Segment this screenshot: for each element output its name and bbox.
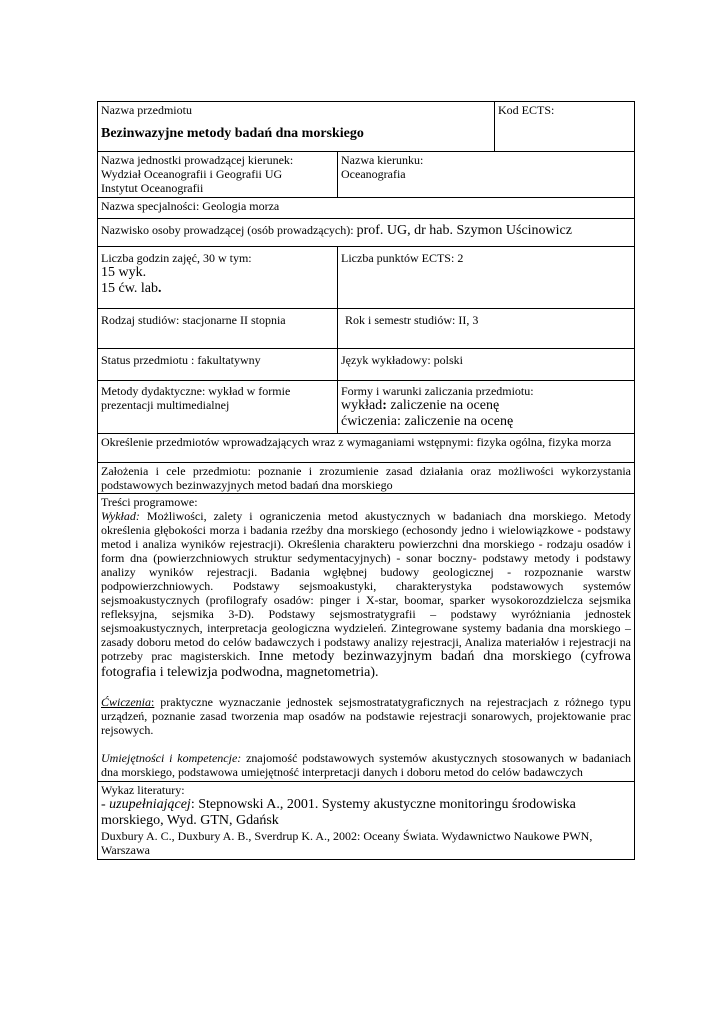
- program-exercises-text: praktyczne wyznaczanie jednostek sejsmostratatygraficznych na rejestracjach z różnego typu urządzeń, poznanie zasad tworzenia map osadów na podstawie rejestracji sonarowych, projektowanie prac rejsowych.: [101, 695, 631, 737]
- lecturer-cell: [98, 219, 635, 247]
- program-lecture: [101, 509, 631, 681]
- assessment-lecture: [341, 398, 631, 414]
- row-lecturer: [98, 219, 635, 247]
- hours-cell: [98, 247, 338, 309]
- literature-supplementary: [101, 797, 631, 829]
- status-cell: Status przedmiotu : fakultatywny: [98, 349, 338, 381]
- subject-cell: [98, 102, 495, 152]
- row-methods: [98, 381, 635, 434]
- row-prerequisites: [98, 434, 635, 463]
- spacer: [101, 681, 631, 695]
- assessment-label: Formy i warunki zaliczania przedmiotu:: [341, 384, 534, 398]
- course-syllabus: [97, 101, 634, 860]
- program-exercises: [101, 695, 631, 737]
- row-goals: [98, 463, 635, 494]
- ects-code-cell: [495, 102, 635, 152]
- literature-supp-prefix: -: [101, 797, 110, 812]
- row-program: [98, 494, 635, 782]
- hours-lectures: 15 wyk.: [101, 265, 147, 280]
- spacer: [101, 737, 631, 751]
- hours-labs-dot: .: [158, 281, 162, 296]
- row-literature: [98, 782, 635, 860]
- unit-cell: [98, 152, 338, 198]
- syllabus-table: [97, 101, 635, 860]
- unit-faculty: Wydział Oceanografii i Geografii UG: [101, 167, 283, 181]
- literature-supp-text: : Stepnowski A., 2001. Systemy akustyczne monitoringu środowiska morskiego, Wyd. GTN, Gdańsk: [101, 797, 576, 828]
- hours-labs: [101, 281, 334, 297]
- specialization-cell: Nazwa specjalności: Geologia morza: [98, 198, 635, 219]
- program-skills: [101, 751, 631, 779]
- program-exercises-label: Ćwiczenia: [101, 695, 151, 709]
- hours-label: Liczba godzin zajęć, 30 w tym:: [101, 251, 252, 265]
- row-subject: [98, 102, 635, 152]
- ects-code-label: Kod ECTS:: [498, 103, 555, 117]
- program-lecture-other: Inne metody bezinwazyjnym badań dna morskiego (cyfrowa fotografia i telewizja podwodna, magnetometria).: [101, 649, 631, 680]
- unit-institute: Instytut Oceanografii: [101, 181, 204, 195]
- field-cell: [338, 152, 635, 198]
- row-status: [98, 349, 635, 381]
- row-specialization: [98, 198, 635, 219]
- lecturer-label: Nazwisko osoby prowadzącej (osób prowadzących):: [101, 223, 357, 237]
- row-hours: [98, 247, 635, 309]
- literature-supp-label: uzupełniającej: [109, 797, 191, 812]
- prerequisites-cell: Określenie przedmiotów wprowadzających wraz z wymaganiami wstępnymi: fizyka ogólna, fizyka morza: [98, 434, 635, 463]
- assessment-lecture-value: zaliczenie na ocenę: [386, 398, 500, 413]
- row-unit: [98, 152, 635, 198]
- field-value: Oceanografia: [341, 167, 406, 181]
- literature-reference-2: Duxbury A. C., Duxbury A. B., Sverdrup K. A., 2002: Oceany Świata. Wydawnictwo Naukowe PWN, Warszawa: [101, 829, 593, 857]
- ects-points-cell: Liczba punktów ECTS: 2: [338, 247, 635, 309]
- assessment-exercises: ćwiczenia: zaliczenie na ocenę: [341, 414, 514, 429]
- study-type-cell: Rodzaj studiów: stacjonarne II stopnia: [98, 309, 338, 349]
- lecturer-name: prof. UG, dr hab. Szymon Uścinowicz: [356, 223, 572, 238]
- assessment-lecture-colon: :: [382, 398, 387, 413]
- program-skills-text: znajomość podstawowych systemów akustycznych stosowanych w badaniach dna morskiego, podstawowa umiejętność interpretacji danych i doboru metod do celów badawczych: [101, 751, 631, 779]
- program-skills-label: Umiejętności i kompetencje:: [101, 751, 242, 765]
- subject-label: Nazwa przedmiotu: [101, 103, 192, 117]
- goals-cell: Założenia i cele przedmiotu: poznanie i zrozumienie zasad działania oraz możliwości wykorzystania podstawowych bezinwazyjnych metod badań dna morskiego: [98, 463, 635, 494]
- methods-cell: Metody dydaktyczne: wykład w formie prezentacji multimedialnej: [98, 381, 338, 434]
- literature-cell: [98, 782, 635, 860]
- year-semester-cell: Rok i semestr studiów: II, 3: [338, 309, 635, 349]
- assessment-lecture-prefix: wykład: [341, 398, 383, 413]
- program-label: Treści programowe:: [101, 495, 198, 509]
- program-cell: [98, 494, 635, 782]
- hours-labs-text: 15 ćw. lab: [101, 281, 159, 296]
- assessment-cell: [338, 381, 635, 434]
- literature-label: Wykaz literatury:: [101, 783, 185, 797]
- program-lecture-label: Wykład:: [101, 509, 140, 523]
- field-label: Nazwa kierunku:: [341, 153, 424, 167]
- row-study-type: [98, 309, 635, 349]
- subject-title: Bezinwazyjne metody badań dna morskiego: [101, 126, 364, 141]
- program-lecture-text: Możliwości, zalety i ograniczenia metod akustycznych w badaniach dna morskiego. Metody określenia głębokości morza i badania rzeźby dna morskiego (echosondy jedno i wielowiązkowe - podstawy metod i analiza wyników rejestracji). Określenia charakteru powierzchni dna morskiego - rodzaju osadów i form dna (powierzchniowych struktur sedymentacyjnych) - sonar boczny- podstawy metody i podstawy analizy wyników rejestracji. Badania wgłębnej budowy geologicznej - rozpoznanie warstw podpowierzchniowych. Podstawy sejsmoakustyki, charakterystyka podstawowych systemów sejsmoakustycznych (profilografy osadów: pinger i X-star, boomar, sparker wysokorozdzielcza sejsmika refleksyjna, sejsmika 3-D). Podstawy sejsmostratygrafii – podstawy wyróżniania jednostek sejsmoakustycznych, interpretacja geologiczna wydzieleń. Zintegrowane systemy badania dna morskiego – zasady doboru metod do celów badawczych i podstawy analizy rejestracji, Analiza materiałów i rejestracji na potrzeby prac magisterskich.: [101, 509, 631, 663]
- language-cell: Język wykładowy: polski: [338, 349, 635, 381]
- program-exercises-colon: :: [151, 695, 155, 709]
- unit-label: Nazwa jednostki prowadzącej kierunek:: [101, 153, 294, 167]
